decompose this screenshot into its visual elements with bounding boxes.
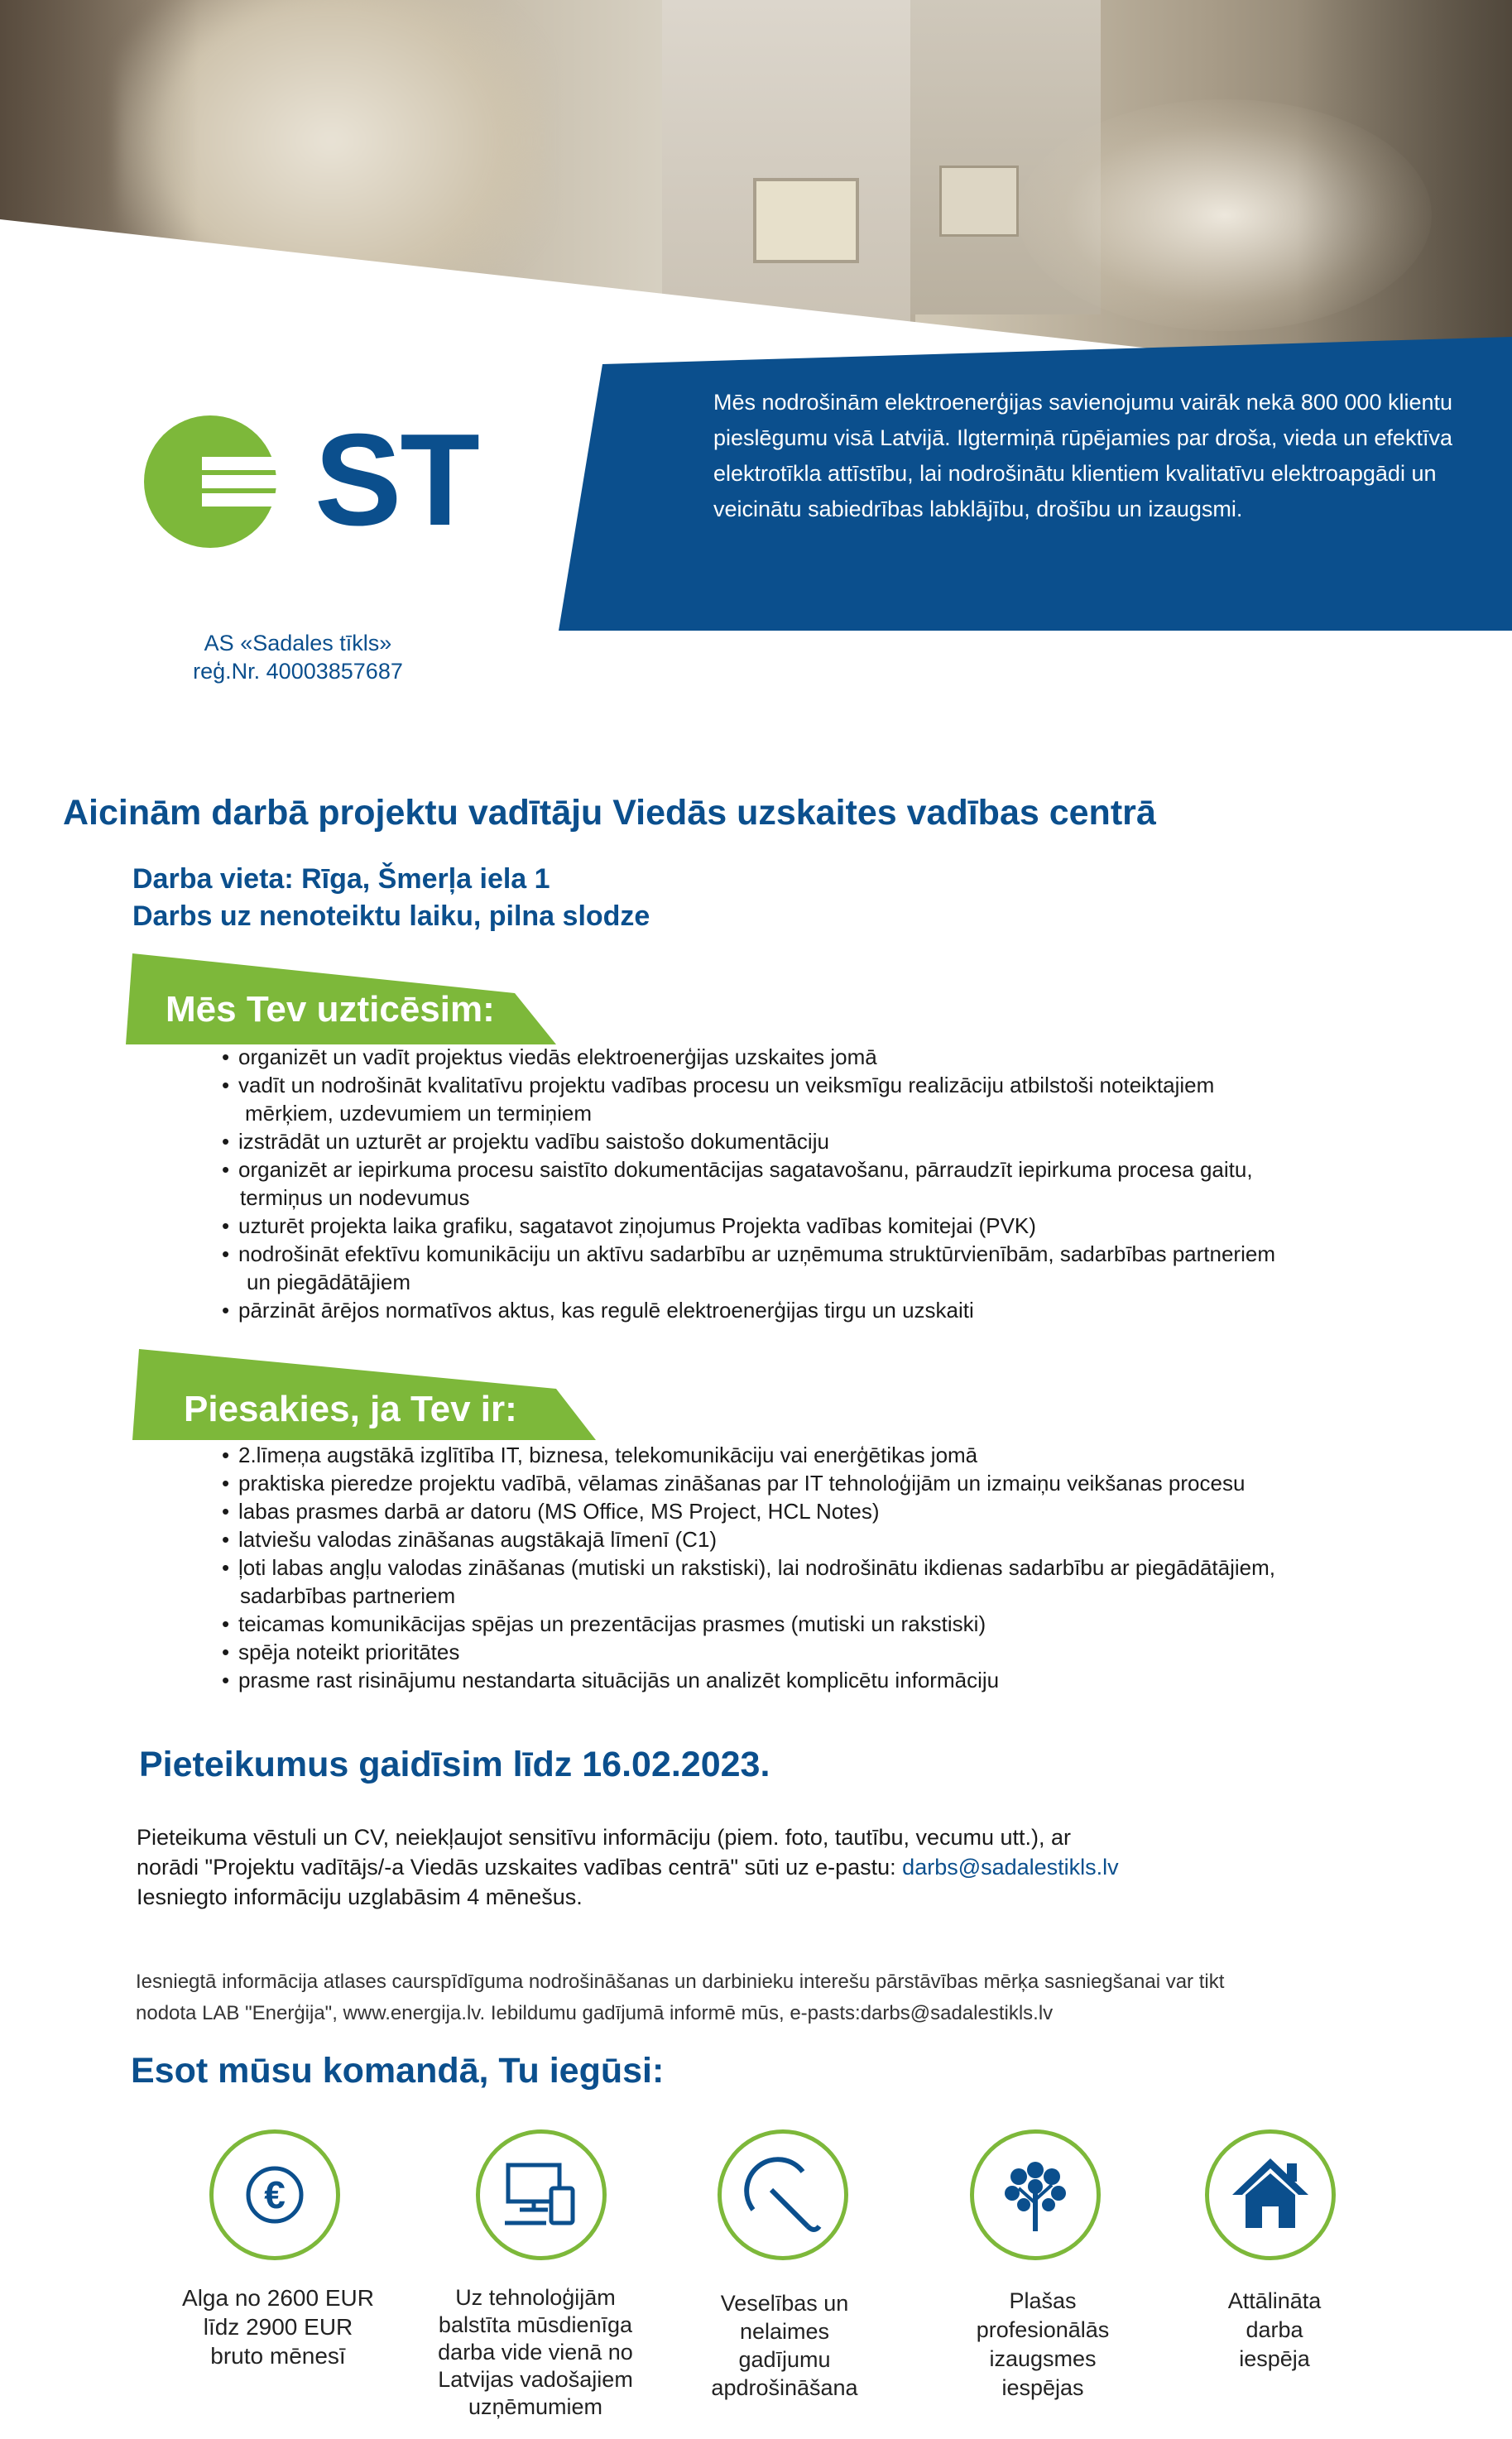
benefit-workplace-text: Uz tehnoloģijām balstīta mūsdienīga darba vide vienā no Latvijas vadošajiem uzņēmumiem [438,2285,633,2419]
list-item: sadarbības partneriem [240,1583,456,1608]
home-icon [1205,2129,1336,2260]
instruction-line: norādi "Projektu vadītājs/-a Viedās uzskaites vadības centrā" sūti uz e-pastu: darbs@sadalestikls.lv [137,1855,1119,1880]
logo-icon [142,414,283,550]
benefits-heading: Esot mūsu komandā, Tu iegūsi: [131,2051,665,2091]
requirements-header [132,1349,596,1440]
job-location: Darba vieta: Rīga, Šmerļa iela 1 [132,863,550,895]
list-item: • organizēt un vadīt projektus viedās elektroenerģijas uzskaites jomā [222,1043,1463,1071]
list-item: • latviešu valodas zināšanas augstākajā līmenī (C1) [222,1525,1463,1553]
umbrella-icon [718,2129,848,2260]
list-item: • vadīt un nodrošināt kvalitatīvu projektu vadības procesu un veiksmīgu realizāciju atbilstoši noteiktajiem [222,1071,1463,1099]
requirements-list [222,1441,1463,1694]
list-item: • pārzināt ārējos normatīvos aktus, kas regulē elektroenerģijas tirgu un uzskaiti [222,1296,1463,1324]
instruction-line: Pieteikuma vēstuli un CV, neiekļaujot sensitīvu informāciju (piem. foto, tautību, vecumu utt.), ar [137,1825,1072,1850]
list-item: • nodrošināt efektīvu komunikāciju un aktīvu sadarbību ar uzņēmuma struktūrvienībām, sadarbības partneriem [222,1240,1463,1268]
computer-icon [476,2129,607,2260]
company-intro: Mēs nodrošinām elektroenerģijas savienojumu vairāk nekā 800 000 klientu pieslēgumu visā Latvijā. Ilgtermiņā rūpējamies par droša, vieda un efektīva elektrotīkla attīstību, lai nodrošinātu klientiem kvalitatīvu elektroapgādi un veicinātu sabiedrības labklājību, drošību un izaugsmi. [713,390,1453,521]
list-item: • prasme rast risinājumu nestandarta situācijās un analizēt komplicētu informāciju [222,1666,1463,1694]
instruction-line: Iesniegto informāciju uzglabāsim 4 mēnešus. [137,1884,583,1909]
list-item: • praktiska pieredze projektu vadībā, vēlamas zināšanas par IT tehnoloģijām un izmaiņu veikšanas procesu [222,1469,1463,1497]
job-contract: Darbs uz nenoteiktu laiku, pilna slodze [132,900,650,932]
list-item: • 2.līmeņa augstākā izglītība IT, biznesa, telekomunikāciju vai enerģētikas jomā [222,1441,1463,1469]
list-item: • uzturēt projekta laika grafiku, sagatavot ziņojumus Projekta vadības komitejai (PVK) [222,1212,1463,1240]
logo-text: ST [314,407,478,553]
benefit-remote-text: Attālināta darba iespēja [1227,2288,1322,2371]
company-info [166,629,430,685]
job-title: Aicinām darbā projektu vadītāju Viedās uzskaites vadības centrā [63,793,1156,833]
list-item: un piegādātājiem [247,1270,411,1294]
benefit-salary-text: Alga no 2600 EUR līdz 2900 EUR bruto mēnesī [182,2285,374,2369]
application-deadline: Pieteikumus gaidīsim līdz 16.02.2023. [139,1745,770,1784]
application-instructions [137,1822,1428,1912]
benefit-growth-text: Plašas profesionālās izaugsmes iespējas [976,2288,1110,2400]
company-name: AS «Sadales tīkls» [204,631,392,655]
list-item: • spēja noteikt prioritātes [222,1638,1463,1666]
list-item: • labas prasmes darbā ar datoru (MS Office, MS Project, HCL Notes) [222,1497,1463,1525]
tree-icon [970,2129,1101,2260]
email-link[interactable]: darbs@sadalestikls.lv [902,1855,1119,1880]
list-item: • organizēt ar iepirkuma procesu saistīto dokumentācijas sagatavošanu, pārraudzīt iepirkuma procesa gaitu, [222,1155,1463,1183]
privacy-note: Iesniegtā informācija atlases caurspīdīguma nodrošināšanas un darbinieku interešu pārstāvības mērķa sasniegšanai var tikt nodota LAB "Enerģija", www.energija.lv. Iebildumu gadījumā informē mūs, e-pasts:darbs@sadalestikls.lv [136,1971,1225,2024]
list-item: mērķiem, uzdevumiem un termiņiem [245,1101,593,1126]
requirements-heading: Piesakies, ja Tev ir: [184,1389,517,1429]
list-item: termiņus un nodevumus [240,1185,470,1210]
svg-text:€: € [264,2173,286,2216]
list-item: • teicamas komunikācijas spējas un prezentācijas prasmes (mutiski un rakstiski) [222,1610,1463,1638]
list-item: • ļoti labas angļu valodas zināšanas (mutiski un rakstiski), lai nodrošinātu ikdienas sadarbību ar piegādātājiem, [222,1553,1463,1582]
euro-icon [209,2129,340,2260]
company-reg-nr: reģ.Nr. 40003857687 [193,659,403,684]
list-item: • izstrādāt un uzturēt ar projektu vadību saistošo dokumentāciju [222,1127,1463,1155]
duties-header [126,953,556,1044]
duties-heading: Mēs Tev uzticēsim: [166,989,495,1030]
benefit-insurance-text: Veselības un nelaimes gadījumu apdrošināšana [711,2291,858,2400]
duties-list [222,1043,1463,1324]
